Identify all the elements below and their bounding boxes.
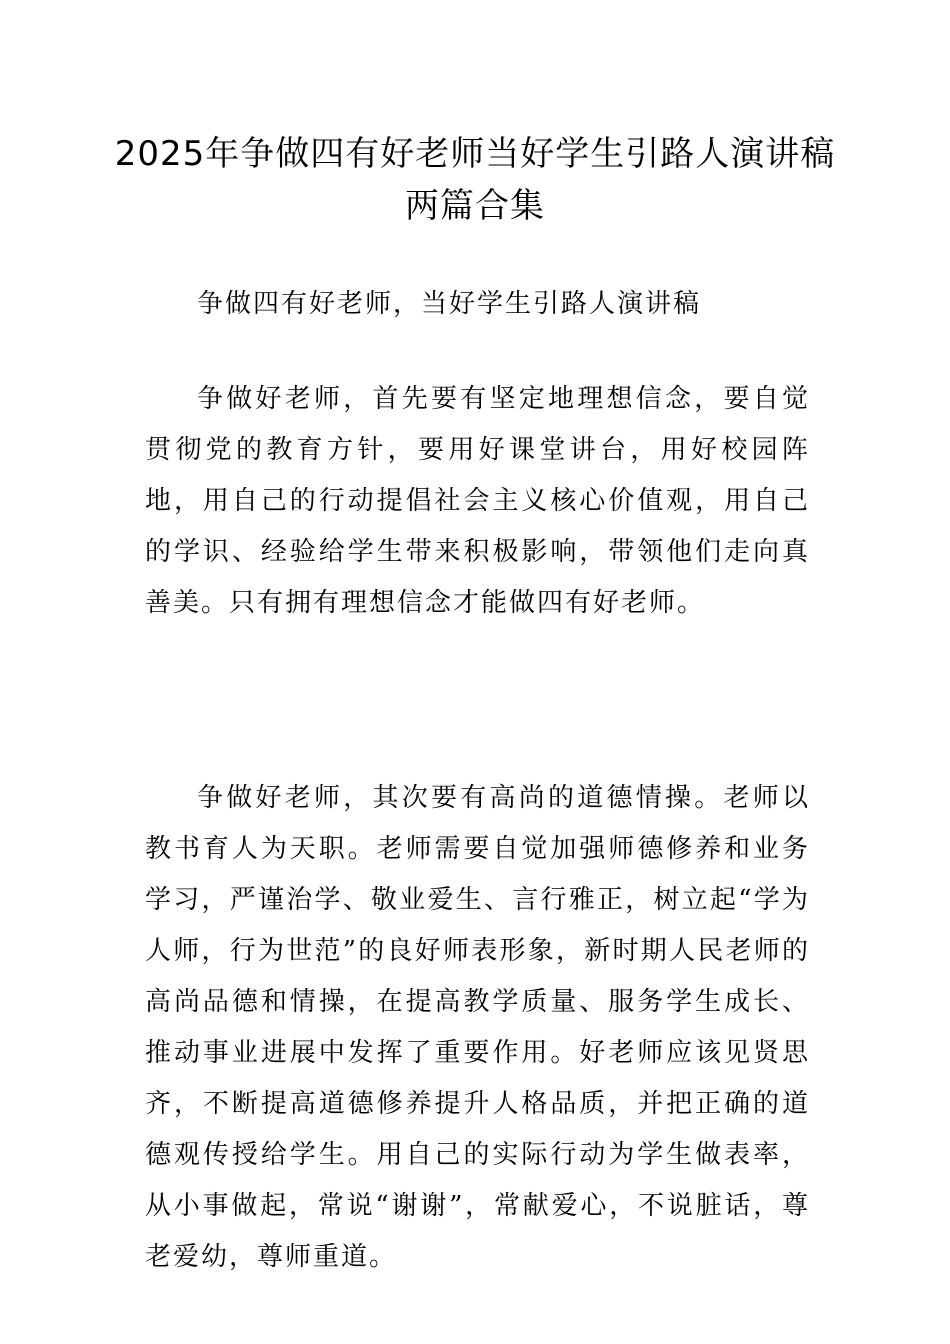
speech-subtitle: 争做四有好老师，当好学生引路人演讲稿 <box>197 289 702 319</box>
document-title: 2025年争做四有好老师当好学生引路人演讲稿两篇合集 <box>114 134 836 226</box>
paragraph-1: 争做好老师，首先要有坚定地理想信念，要自觉贯彻党的教育方针，要用好课堂讲台，用好校园阵地，用自己的行动提倡社会主义核心价值观，用自己的学识、经验给学生带来积极影响，带领他们走向真善美。只有拥有理想信念才能做四有好老师。 <box>145 384 810 618</box>
paragraph-2: 争做好老师，其次要有高尚的道德情操。老师以教书育人为天职。老师需要自觉加强师德修养和业务学习，严谨治学、敬业爱生、言行雅正，树立起“学为人师，行为世范”的良好师表形象，新时期人民老师的高尚品德和情操，在提高教学质量、服务学生成长、推动事业进展中发挥了重要作用。好老师应该见贤思齐，不断提高道德修养提升人格品质，并把正确的道德观传授给学生。用自己的实际行动为学生做表率，从小事做起，常说“谢谢”，常献爱心，不说脏话，尊老爱幼，尊师重道。 <box>145 783 810 1272</box>
